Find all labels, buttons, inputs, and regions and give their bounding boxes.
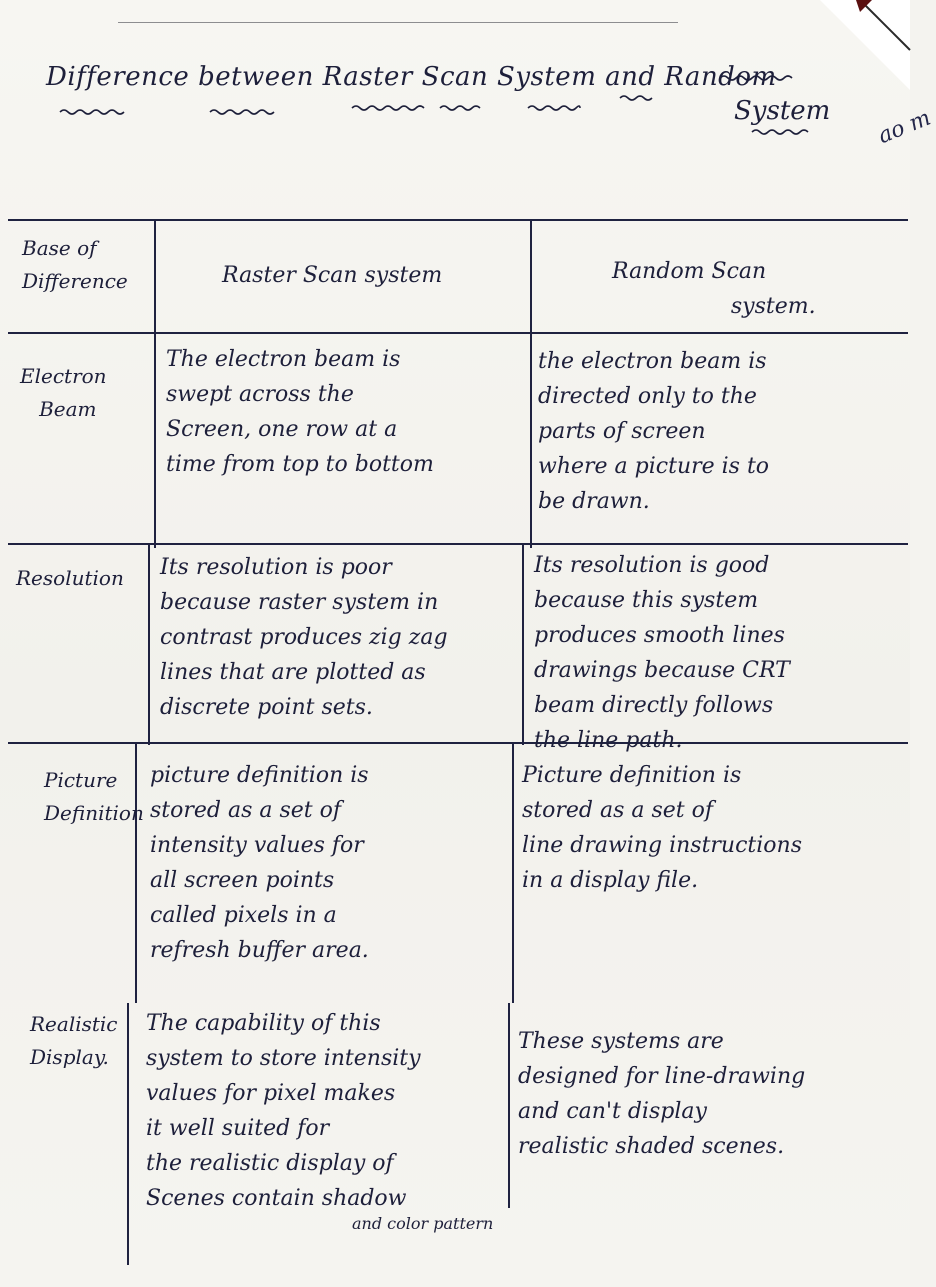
margin-note: ao m xyxy=(874,105,935,150)
title-underline-squiggle xyxy=(352,104,424,112)
title-underline-squiggle xyxy=(60,108,124,116)
title-underline-squiggle xyxy=(210,108,274,116)
picture-definition-random: Picture definition is stored as a set of line drawing instructions in a display file. xyxy=(522,763,803,893)
table-header-divider xyxy=(8,332,908,334)
page-title-continued: System xyxy=(734,96,831,126)
electron-beam-random: the electron beam is directed only to the parts of screen where a picture is to be drawn. xyxy=(538,349,770,514)
resolution-random: Its resolution is good because this system produces smooth lines drawings because CRT beam directly follows the line path. xyxy=(534,553,790,753)
realistic-display-raster: The capability of this system to store intensity values for pixel makes it well suited for the realistic display of Scenes contain shadow xyxy=(146,1011,421,1211)
title-underline-squiggle xyxy=(620,94,652,102)
table-column-divider xyxy=(522,543,524,745)
row-label-realistic-display: Realistic Display. xyxy=(30,1012,118,1069)
picture-definition-raster: picture definition is stored as a set of intensity values for all screen points called pixels in a refresh buffer area. xyxy=(150,763,369,963)
table-top-border xyxy=(8,219,908,221)
page-title: Difference between Raster Scan System and Random xyxy=(46,62,777,92)
table-column-divider xyxy=(530,220,532,548)
title-underline-squiggle xyxy=(528,104,580,112)
electron-beam-raster: The electron beam is swept across the Screen, one row at a time from top to bottom xyxy=(166,347,434,477)
header-base-of-difference: Base of Difference xyxy=(22,236,128,293)
table-column-divider xyxy=(512,743,514,1003)
row-label-resolution: Resolution xyxy=(16,566,124,590)
table-column-divider xyxy=(127,1003,129,1265)
header-random-scan: Random Scan system. xyxy=(612,259,816,319)
row-label-picture-definition: Picture Definition xyxy=(44,768,144,825)
table-column-divider xyxy=(148,543,150,745)
table-column-divider xyxy=(154,220,156,548)
realistic-display-random: These systems are designed for line-drawing and can't display realistic shaded scenes. xyxy=(518,1029,806,1159)
title-underline-squiggle xyxy=(752,128,808,136)
table-column-divider xyxy=(508,1003,510,1208)
header-raster-scan: Raster Scan system xyxy=(222,263,443,288)
page-corner-fold xyxy=(820,0,910,90)
resolution-raster: Its resolution is poor because raster system in contrast produces zig zag lines that are plotted as discrete point sets. xyxy=(160,555,448,720)
row-label-electron-beam: Electron Beam xyxy=(20,364,107,421)
top-margin-rule xyxy=(118,22,678,23)
table-row-divider xyxy=(8,543,908,545)
realistic-display-raster-tail: and color pattern xyxy=(352,1214,494,1233)
title-underline-squiggle xyxy=(440,104,480,112)
title-underline-squiggle xyxy=(720,74,792,82)
